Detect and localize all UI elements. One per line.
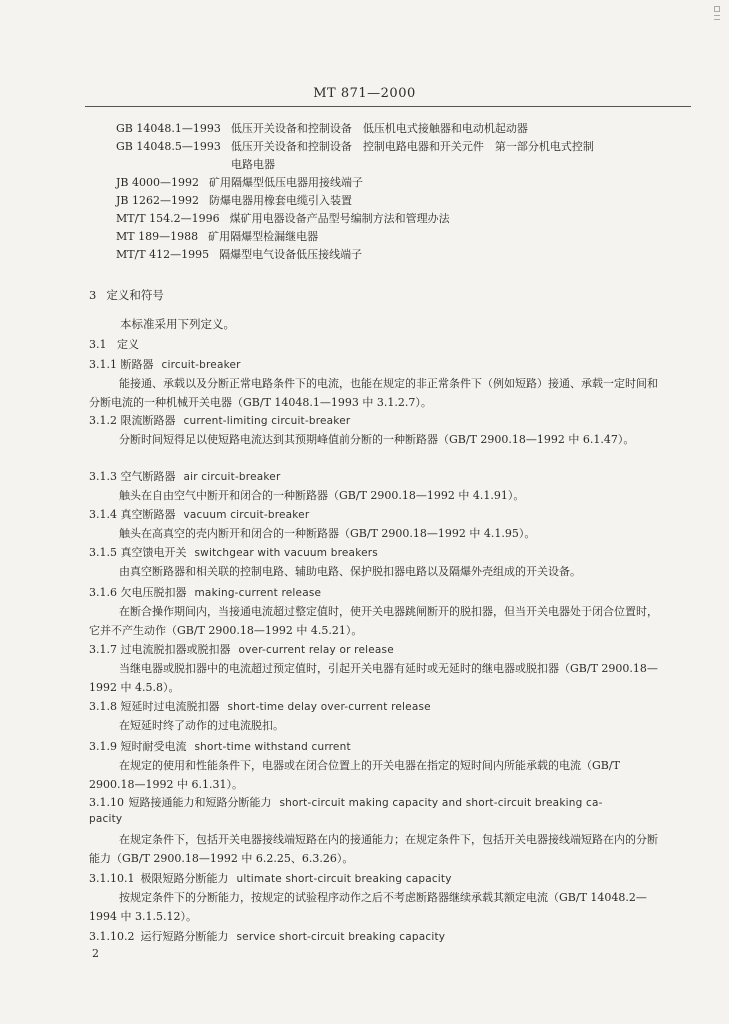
term-zh: 空气断路器 <box>120 470 176 483</box>
term-zh: 限流断路器 <box>120 414 176 427</box>
reference-code: MT/T 154.2—1996 <box>116 212 220 225</box>
reference-item <box>116 120 676 138</box>
section-heading <box>89 287 174 303</box>
definition-term <box>89 468 280 484</box>
reference-item <box>116 228 676 246</box>
term-zh: 真空断路器 <box>120 508 176 521</box>
definition-body: 在断合操作期间内，当接通电流超过整定值时，使开关电器跳闸断开的脱扣器，但当开关电器处于闭合位置时，它并不产生动作（GB/T 2900.18—1992 中 4.5.21）。 <box>89 605 658 637</box>
definition-body: 分断时间短得足以使短路电流达到其预期峰值前分断的一种断路器（GB/T 2900.18—1992 中 6.1.47）。 <box>119 433 635 446</box>
definition-body: 由真空断路器和相关联的控制电路、辅助电路、保护脱扣器电路以及隔爆外壳组成的开关设备。 <box>119 565 581 578</box>
reference-title: 煤矿用电器设备产品型号编制方法和管理办法 <box>229 212 450 225</box>
reference-item <box>116 138 676 174</box>
scan-mark <box>711 4 723 32</box>
term-zh: 断路器 <box>120 358 154 371</box>
term-number: 3.1.10.1 <box>89 872 135 885</box>
page-header: MT 871—2000 <box>313 86 416 101</box>
term-number: 3.1.10.2 <box>89 930 135 943</box>
term-number: 3.1.5 <box>89 546 117 559</box>
term-en: circuit-breaker <box>161 359 241 371</box>
term-number: 3.1.9 <box>89 740 117 753</box>
reference-title: 防爆电器用橡套电缆引入装置 <box>208 194 352 207</box>
section-title: 定义和符号 <box>106 288 164 302</box>
term-number: 3.1.6 <box>89 586 117 599</box>
term-number: 3.1.4 <box>89 508 117 521</box>
term-en: service short-circuit breaking capacity <box>236 931 446 943</box>
definition-term <box>89 870 452 886</box>
term-en: vacuum circuit-breaker <box>183 509 310 521</box>
reference-title: 低压开关设备和控制设备 低压机电式接触器和电动机起动器 <box>230 122 528 135</box>
term-zh: 运行短路分断能力 <box>140 930 229 943</box>
definition-term <box>89 584 321 600</box>
definition-term <box>89 698 431 714</box>
subsection-heading <box>89 336 139 352</box>
page-number: 2 <box>92 947 99 960</box>
definition-term <box>89 641 394 657</box>
reference-code: JB 1262—1992 <box>116 194 199 207</box>
definition-body: 当继电器或脱扣器中的电流超过预定值时，引起开关电器有延时或无延时的继电器或脱扣器（GB/T 2900.18—1992 中 4.5.8）。 <box>89 662 658 694</box>
intro-text: 本标准采用下列定义。 <box>120 317 235 331</box>
definition-body: 触头在高真空的壳内断开和闭合的一种断路器（GB/T 2900.18—1992 中 4.1.95）。 <box>119 527 536 540</box>
definition-term <box>89 738 351 754</box>
subsection-title: 定义 <box>117 338 139 351</box>
subsection-number: 3.1 <box>89 338 107 351</box>
reference-code: GB 14048.1—1993 <box>116 122 221 135</box>
definition-term <box>89 544 378 560</box>
term-zh: 真空馈电开关 <box>120 546 187 559</box>
reference-title: 低压开关设备和控制设备 控制电路电器和开关元件 第一部分机电式控制 <box>230 140 594 153</box>
term-en: short-circuit making capacity and short-circuit breaking ca- <box>279 797 603 809</box>
term-en: air circuit-breaker <box>183 471 281 483</box>
definition-term-continued <box>89 812 122 825</box>
term-zh: 短时耐受电流 <box>120 740 187 753</box>
term-en-continued: pacity <box>89 813 123 825</box>
reference-code: MT 189—1988 <box>116 230 199 243</box>
definition-body: 在短延时终了动作的过电流脱扣。 <box>119 719 284 732</box>
definition-body: 按规定条件下的分断能力，按规定的试验程序动作之后不考虑断路器继续承载其额定电流（GB/T 14048.2—1994 中 3.1.5.12）。 <box>89 891 647 923</box>
term-en: ultimate short-circuit breaking capacity <box>236 873 452 885</box>
reference-code: MT/T 412—1995 <box>116 248 210 261</box>
reference-title: 隔爆型电气设备低压接线端子 <box>219 248 363 261</box>
definition-term <box>89 412 350 428</box>
definition-body: 在规定的使用和性能条件下，电器或在闭合位置上的开关电器在指定的短时间内所能承载的电流（GB/T 2900.18—1992 中 6.1.31）。 <box>89 759 620 791</box>
term-number: 3.1.10 <box>89 796 124 809</box>
section-number: 3 <box>89 288 97 302</box>
reference-item <box>116 210 676 228</box>
term-en: making-current release <box>194 587 322 599</box>
term-number: 3.1.1 <box>89 358 117 371</box>
definition-term <box>89 794 603 810</box>
term-zh: 短延时过电流脱扣器 <box>120 700 220 713</box>
term-en: switchgear with vacuum breakers <box>194 547 378 559</box>
term-en: short-time withstand current <box>194 741 351 753</box>
reference-code: JB 4000—1992 <box>116 176 199 189</box>
term-number: 3.1.3 <box>89 470 117 483</box>
term-number: 3.1.8 <box>89 700 117 713</box>
reference-item <box>116 246 676 264</box>
term-en: short-time delay over-current release <box>227 701 431 713</box>
definition-body: 能接通、承载以及分断正常电路条件下的电流，也能在规定的非正常条件下（例如短路）接通、承载一定时间和分断电流的一种机械开关电器（GB/T 14048.1—1993 中 3.1.2.7）。 <box>89 377 658 409</box>
reference-item <box>116 192 676 210</box>
reference-list <box>116 120 676 264</box>
term-zh: 过电流脱扣器或脱扣器 <box>120 643 231 656</box>
reference-title: 矿用隔爆型检漏继电器 <box>208 230 319 243</box>
header-rule <box>85 106 691 107</box>
term-zh: 极限短路分断能力 <box>140 872 229 885</box>
term-number: 3.1.7 <box>89 643 117 656</box>
definition-body: 触头在自由空气中断开和闭合的一种断路器（GB/T 2900.18—1992 中 4.1.91）。 <box>119 489 525 502</box>
definition-body: 在规定条件下，包括开关电器接线端短路在内的接通能力；在规定条件下，包括开关电器接线端短路在内的分断能力（GB/T 2900.18—1992 中 6.2.25、6.3.26）。 <box>89 833 658 865</box>
definition-term <box>89 356 241 372</box>
term-zh: 短路接通能力和短路分断能力 <box>128 796 272 809</box>
reference-item <box>116 174 676 192</box>
term-number: 3.1.2 <box>89 414 117 427</box>
term-en: over-current relay or release <box>238 644 394 656</box>
definition-term <box>89 928 445 944</box>
term-en: current-limiting circuit-breaker <box>183 415 351 427</box>
reference-title: 矿用隔爆型低压电器用接线端子 <box>208 176 363 189</box>
definition-term <box>89 506 309 522</box>
reference-title-continued: 电路电器 <box>231 158 275 171</box>
term-zh: 欠电压脱扣器 <box>120 586 187 599</box>
reference-code: GB 14048.5—1993 <box>116 140 221 153</box>
